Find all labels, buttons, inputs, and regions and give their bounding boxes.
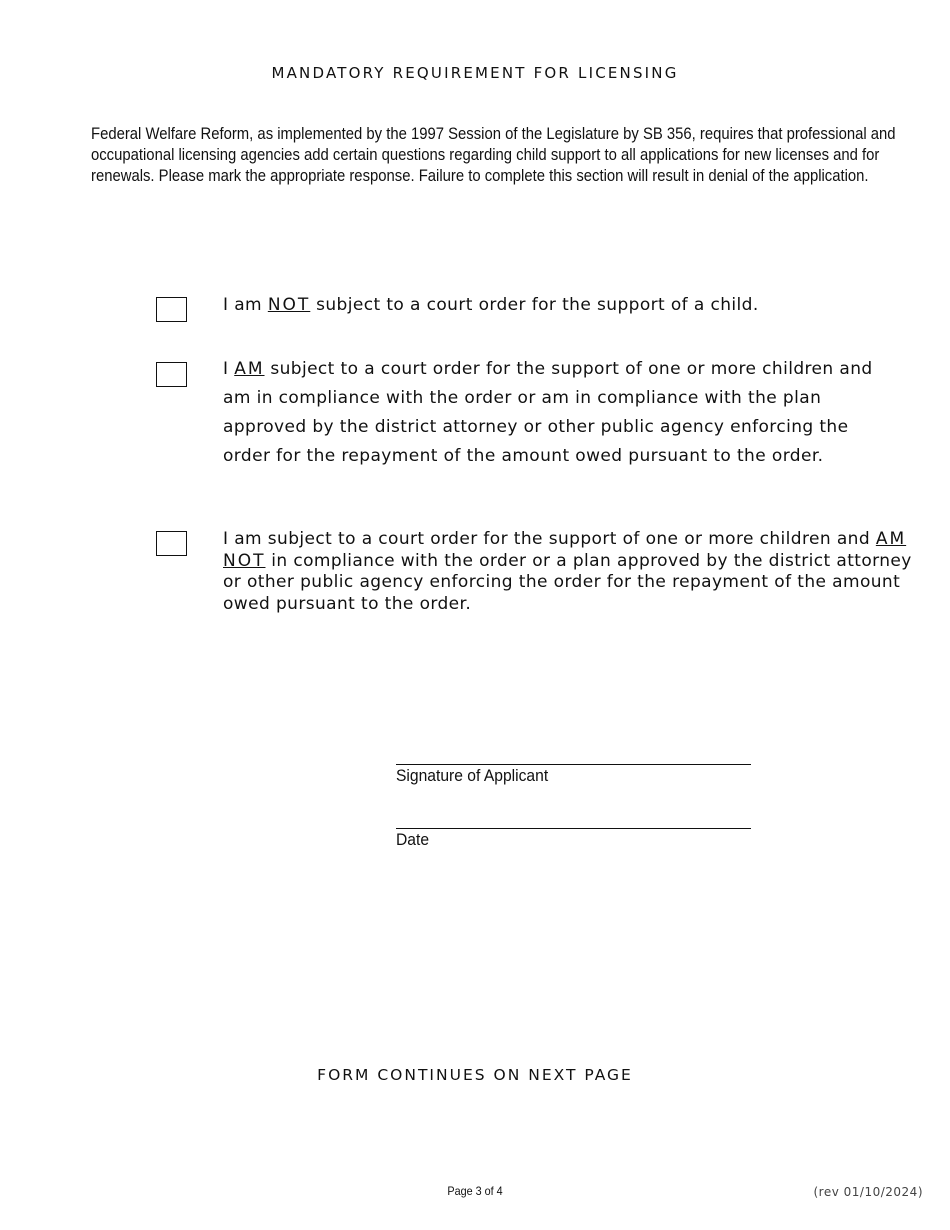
checkbox-not-subject[interactable] [156, 297, 187, 322]
form-continues-note: FORM CONTINUES ON NEXT PAGE [317, 1066, 633, 1084]
signature-label: Signature of Applicant [396, 766, 549, 785]
option-text-after: in compliance with the order or a plan approved by the district attorney or other public agency enforcing the order for the repayment of the amount owed pursuant to the order. [223, 550, 912, 614]
option-text [223, 355, 883, 471]
option-text-after: subject to a court order for the support of a child. [310, 295, 759, 315]
option-text-before: I [223, 359, 235, 379]
revision-date: (rev 01/10/2024) [813, 1185, 923, 1199]
option-emphasis: NOT [267, 295, 311, 315]
intro-paragraph: Federal Welfare Reform, as implemented by the 1997 Session of the Legislature by SB 356, requires that professional and occupational licensing agencies add certain questions regarding child support to all applications for new licenses and for renewals. Please mark the appropriate response. Failure to complete this section will result in denial of the application. [91, 125, 896, 185]
checkbox-am-not-compliant[interactable] [156, 531, 187, 556]
page-number: Page 3 of 4 [447, 1184, 503, 1198]
option-text-after: subject to a court order for the support of one or more children and am in compliance with the order or am in compliance with the plan approved by the district attorney or other public agency enforcing the order for the repayment of the amount owed pursuant to the order. [223, 359, 873, 466]
option-text [223, 294, 903, 316]
page-title: MANDATORY REQUIREMENT FOR LICENSING [271, 64, 679, 82]
option-emphasis: AM [234, 359, 265, 379]
option-text [223, 529, 913, 615]
date-line[interactable] [396, 828, 751, 829]
option-text-before: I am subject to a court order for the support of one or more children and [223, 529, 876, 549]
date-label: Date [396, 830, 430, 849]
checkbox-am-subject-compliant[interactable] [156, 362, 187, 387]
signature-field[interactable] [396, 764, 751, 786]
signature-line[interactable] [396, 764, 751, 765]
date-field[interactable] [396, 828, 751, 850]
option-text-before: I am [223, 295, 268, 315]
option-emphasis: AM NOT [223, 529, 907, 571]
